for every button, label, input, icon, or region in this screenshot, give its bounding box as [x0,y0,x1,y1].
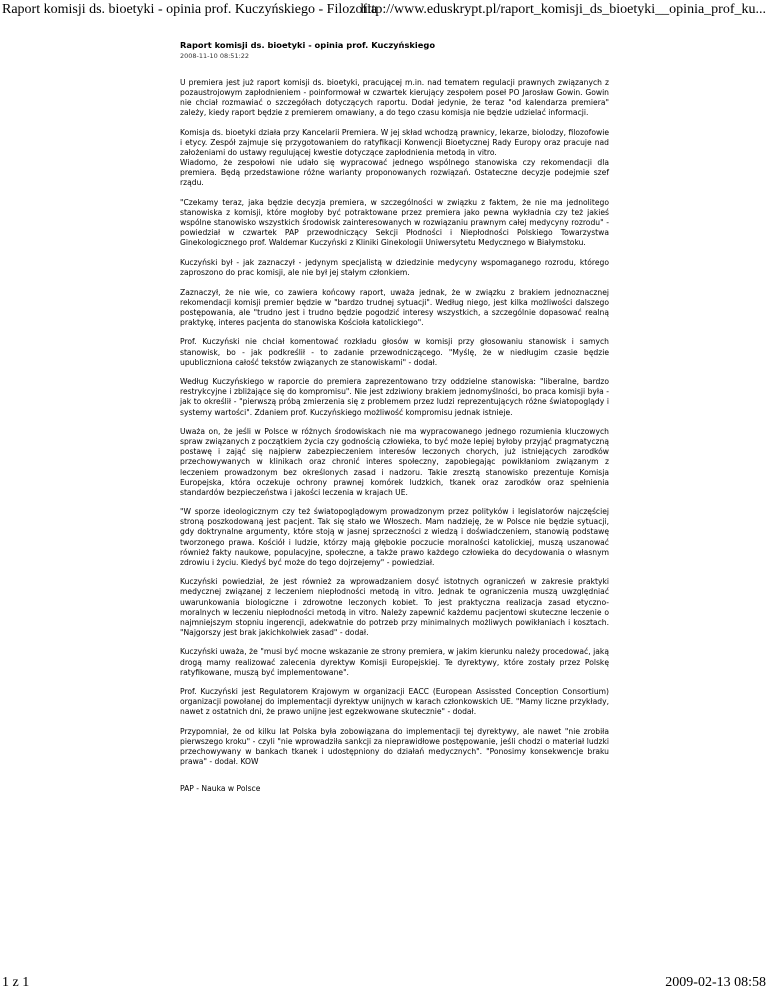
article-paragraph: Kuczyński powiedział, że jest również za wprowadzaniem dosyć istotnych ograniczeń w zakresie praktyki medycznej związanej z leczeniem niepłodności metodą in vitro. Jednak te ograniczenia muszą uwzględniać uwarunkowania biologiczne i zdrowotne leczonych kobiet. To jest praktyczna realizacja zasad etyczno-moralnych w leczeniu niepłodności metodą in vitro. Należy zapewnić każdemu pacjentowi skuteczne leczenie o najmniejszym stopniu ingerencji, adekwatnie do potrzeb przy minimalnych możliwych powikłaniach i kosztach. "Najgorszy jest brak jakichkolwiek zasad" - dodał. [180,577,609,637]
article-paragraph: Prof. Kuczyński nie chciał komentować rozkładu głosów w komisji przy głosowaniu stanowisk i samych stanowisk, bo - jak podkreślił - to zadanie przewodniczącego. "Myślę, że w niedługim czasie będzie upubliczniona całość tekstów związanych ze stanowiskami" - dodał. [180,337,609,367]
article-paragraph: Kuczyński uważa, że "musi być mocne wskazanie ze strony premiera, w jakim kierunku należy procedować, jaką drogą mamy realizować zalecenia dyrektyw Komisji Europejskiej. Te dyrektywy, które zostały przez Polskę ratyfikowane, muszą być implementowane". [180,647,609,677]
article-title: Raport komisji ds. bioetyki - opinia prof. Kuczyńskiego [180,40,436,50]
article-paragraph: "W sporze ideologicznym czy też światopoglądowym prowadzonym przez polityków i legislatorów najczęściej stroną poszkodowaną jest pacjent. Tak się stało we Włoszech. Mam nadzieję, że w Polsce nie będzie sytuacji, gdy doktrynalne argumenty, które stoją w jasnej sprzeczności z wiedzą i doświadczeniem, stanowią podstawę tworzonego prawa. Kościół i ludzie, którzy mają głębokie poczucie moralności katolickiej, muszą uszanować również fakty naukowe, populacyjne, społeczne, a także prawo każdego człowieka do decydowania o własnym zdrowiu i życiu. Kiedyś być może do tego dojrzejemy" - powiedział. [180,507,609,567]
article-paragraph: Komisja ds. bioetyki działa przy Kancelarii Premiera. W jej skład wchodzą prawnicy, lekarze, biolodzy, filozofowie i etycy. Zespół zajmuje się przygotowaniem do ratyfikacji Konwencji Bioetycznej Rady Europy oraz pracuje nad założeniami do ustawy regulującej kwestie dotyczące zapłodnienia metodą in vitro. Wiadomo, że zespołowi nie udało się wypracować jednego wspólnego stanowiska czy rekomendacji dla premiera. Będą przedstawione różne warianty proponowanych rozwiązań. Ostateczne decyzje podejmie szef rządu. [180,127,609,188]
article-body [180,78,609,767]
page-number: 1 z 1 [2,975,30,990]
article-paragraph: "Czekamy teraz, jaka będzie decyzja premiera, w szczególności w związku z faktem, że nie ma jednolitego stanowiska z komisji, które mogłoby być potraktowane przez premiera jako pewna wykładnia czy też jakieś wspólne stanowisko wszystkich środowisk zainteresowanych w rozwiązaniu prawnym całej medycyny rozrodu" - powiedział w czwartek PAP przewodniczący Sekcji Płodności i Niepłodności Polskiego Towarzystwa Ginekologicznego prof. Waldemar Kuczyński z Kliniki Ginekologii Uniwersytetu Medycznego w Białymstoku. [180,197,609,248]
article-date: 2008-11-10 08:51:22 [180,52,250,60]
article-paragraph: Kuczyński był - jak zaznaczył - jedynym specjalistą w dziedzinie medycyny wspomaganego rozrodu, którego zaproszono do prac komisji, ale nie był jej stałym członkiem. [180,257,609,277]
article-paragraph: Zaznaczył, że nie wie, co zawiera końcowy raport, uważa jednak, że w związku z brakiem jednoznacznej rekomendacji komisji premier będzie w "bardzo trudnej sytuacji". Według niego, jest kilka możliwości dalszego postępowania, ale "trudno jest i trudno będzie pogodzić interesy wszystkich, a szczególnie dopasować realną praktykę, interes pacjenta do stanowiska Kościoła katolickiego". [180,287,609,327]
article [180,40,609,794]
article-paragraph: Prof. Kuczyński jest Regulatorem Krajowym w organizacji EACC (European Assissted Conception Consortium) organizacji powołanej do implementacji dyrektyw unijnych w karach członkowskich UE. "Mamy liczne przykłady, nawet z ostatnich dni, że prawo unijne jest egzekwowane skutecznie" - dodał. [180,687,609,717]
article-paragraph: Według Kuczyńskiego w raporcie do premiera zaprezentowano trzy oddzielne stanowiska: "liberalne, bardzo restrykcyjne i zbliżające się do kompromisu". Nie jest zdziwiony brakiem jednomyślności, bo praca komisji była - jak to określił - "pierwszą próbą zmierzenia się z problemem przez ludzi reprezentujących różne światopoglądy i systemy wartości". Zdaniem prof. Kuczyńskiego możliwość kompromisu jednak istnieje. [180,377,609,417]
print-header-title: Raport komisji ds. bioetyki - opinia prof. Kuczyńskiego - Filozofia [2,2,378,17]
article-source: PAP - Nauka w Polsce [180,784,261,794]
print-header [0,0,768,20]
print-timestamp: 2009-02-13 08:58 [665,975,766,990]
article-paragraph: Przypomniał, że od kilku lat Polska była zobowiązana do implementacji tej dyrektywy, ale nawet "nie zrobiła pierwszego kroku" - czyli "nie wprowadziła sankcji za nieprawidłowe postępowanie, jeśli chodzi o materiał ludzki przechowywany w bankach tkanek i udostępniony do działań medycznych". "Ponosimy konsekwencje braku prawa" - dodał. KOW [180,726,609,767]
print-footer [0,973,768,993]
article-paragraph: U premiera jest już raport komisji ds. bioetyki, pracującej m.in. nad tematem regulacji prawnych związanych z pozaustrojowym zapłodnieniem - poinformował w czwartek kierujący zespołem poseł PO Jarosław Gowin. Gowin nie chciał rozmawiać o szczegółach dotyczących raportu. Dodał jedynie, że teraz "od kalendarza premiera" zależy, kiedy raport będzie z premierem omawiany, a do tego czasu komisja nie będzie udzielać informacji. [180,78,609,118]
print-header-url: http://www.eduskrypt.pl/raport_komisji_ds_bioetyki__opinia_prof_ku... [360,2,766,17]
article-paragraph: Uważa on, że jeśli w Polsce w różnych środowiskach nie ma wypracowanego jednego rozumienia kluczowych spraw związanych z początkiem życia czy godnością człowieka, to być może lepiej byłoby przyjąć pragmatyczną postawę i zająć się najpierw zabezpieczeniem interesów leczonych chorych, już istniejących zarodków przechowywanych w klinikach oraz chronić interes społeczny, zapobiegając powikłaniom związanym z leczeniem prowadzonym bez określonych zasad i nadzoru. Takie zresztą stanowisko prezentuje Komisja Europejska, która oczekuje ochrony prawnej komórek ludzkich, tkanek oraz zarodków oraz spełnienia standardów bezpieczeństwa i jakości leczenia w krajach UE. [180,427,609,497]
